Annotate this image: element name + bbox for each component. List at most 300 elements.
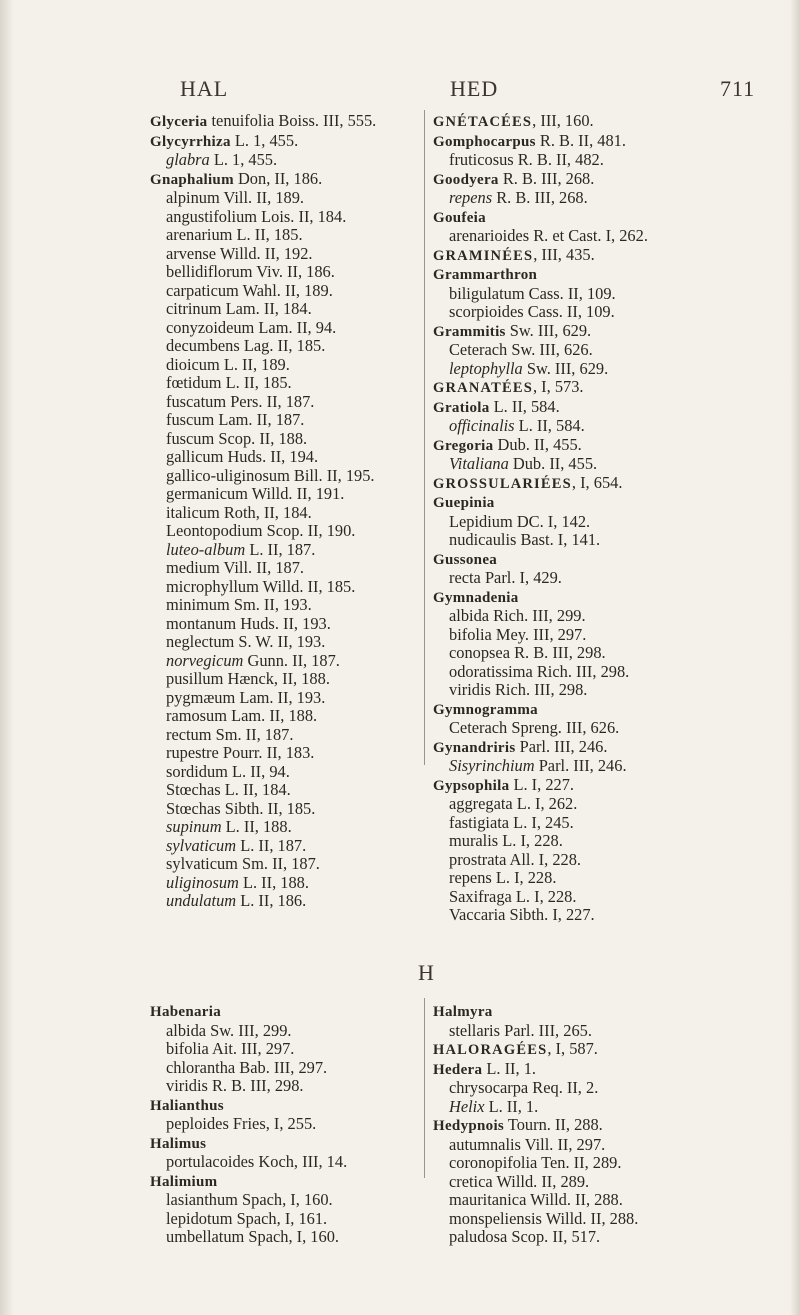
index-entry — [433, 1191, 763, 1210]
entry-reference: Spreng. III, 626. — [507, 718, 620, 737]
entry-reference: Willd. II, 192. — [216, 243, 313, 263]
entry-reference: L. II, 184. — [220, 780, 291, 799]
entry-name: supinum — [166, 817, 222, 836]
index-entry — [150, 1059, 410, 1078]
entry-name: Saxifraga — [449, 886, 512, 906]
entry-name: fuscum — [166, 410, 215, 429]
entry-reference: Dub. II, 455. — [493, 434, 582, 454]
entry-name: Stœchas — [166, 798, 221, 818]
index-column-top-right — [433, 112, 763, 925]
entry-name: fœtidum — [166, 373, 222, 392]
entry-reference: R. B. II, 482. — [513, 150, 604, 169]
entry-reference: Dub. II, 455. — [508, 454, 598, 473]
index-entry — [433, 888, 763, 907]
entry-name: Grammitis — [433, 323, 506, 340]
entry-name: rectum — [166, 724, 212, 744]
index-entry — [150, 319, 400, 338]
index-entry — [150, 1022, 410, 1041]
index-entry — [433, 360, 763, 379]
entry-name: GROSSULARIÉES — [433, 475, 572, 492]
entry-reference: Huds. II, 194. — [223, 447, 319, 466]
entry-reference: Parl. III, 246. — [534, 756, 627, 775]
entry-reference: L. II, 584. — [489, 396, 560, 416]
entry-name: Habenaria — [150, 1004, 222, 1020]
index-entry — [433, 719, 763, 738]
index-entry — [150, 892, 400, 911]
index-entry — [150, 208, 400, 227]
entry-reference: , III, 435. — [533, 244, 595, 264]
entry-reference: L. 1, 455. — [230, 130, 299, 150]
entry-name: gallico-uliginosum — [166, 465, 290, 485]
entry-name: Gratiola — [433, 399, 490, 416]
entry-name: fuscatum — [166, 391, 227, 411]
entry-reference: Lam. II, 193. — [235, 687, 326, 707]
entry-name: Sisyrinchium — [449, 756, 535, 775]
entry-reference: Lam. II, 188. — [227, 706, 318, 725]
index-entry — [433, 569, 763, 588]
entry-name: montanum — [166, 613, 237, 633]
index-entry — [433, 112, 763, 132]
entry-name: repens — [449, 868, 492, 887]
index-entry — [150, 596, 400, 615]
entry-reference: Fries, I, 255. — [228, 1114, 317, 1133]
index-entry — [433, 531, 763, 550]
entry-name: leptophylla — [449, 358, 523, 378]
index-entry — [150, 559, 400, 578]
entry-name: Stœchas — [166, 780, 221, 799]
entry-reference: L. I, 228. — [511, 886, 577, 906]
entry-reference: , I, 573. — [532, 377, 584, 396]
index-entry — [150, 1134, 410, 1154]
entry-reference: L. II, 187. — [236, 835, 307, 855]
index-entry — [150, 245, 400, 264]
entry-name: Lepidium — [449, 511, 513, 531]
entry-name: cretica — [449, 1171, 493, 1191]
index-entry — [150, 726, 400, 745]
index-entry — [433, 738, 763, 758]
entry-name: chrysocarpa — [449, 1078, 529, 1097]
entry-reference: Parl. III, 265. — [499, 1020, 592, 1040]
entry-reference: Parl. I, 429. — [480, 568, 562, 587]
entry-name: Glyceria — [150, 114, 208, 130]
entry-reference: Don, II, 186. — [233, 168, 323, 188]
index-entry — [150, 818, 400, 837]
entry-name: albida — [166, 1020, 207, 1040]
index-entry — [150, 689, 400, 708]
entry-name: undulatum — [166, 891, 237, 910]
entry-reference: , I, 654. — [571, 472, 623, 492]
entry-name: Helix — [449, 1096, 485, 1116]
entry-reference: Sibth. I, 227. — [505, 905, 595, 924]
index-entry — [150, 1191, 410, 1210]
entry-reference: L. II, 185. — [221, 373, 292, 392]
entry-name: scorpioides — [449, 302, 524, 321]
index-entry — [433, 285, 763, 304]
entry-name: germanicum — [166, 484, 248, 503]
entry-reference: Sibth. II, 185. — [220, 798, 316, 818]
index-entry — [433, 1098, 763, 1117]
index-entry — [433, 474, 763, 494]
index-entry — [150, 226, 400, 245]
index-entry — [150, 300, 400, 319]
entry-reference: Cass. II, 109. — [523, 302, 615, 321]
index-entry — [150, 189, 400, 208]
entry-reference: Ten. II, 289. — [537, 1153, 622, 1172]
entry-reference: L. I, 228. — [491, 868, 557, 887]
entry-reference: L. II, 94. — [227, 761, 290, 781]
entry-name: GNÉTACÉES — [433, 114, 533, 130]
entry-reference: Spach, I, 161. — [232, 1208, 328, 1228]
index-entry — [433, 832, 763, 851]
index-entry — [150, 374, 400, 393]
entry-name: bifolia — [166, 1039, 209, 1058]
entry-name: paludosa — [449, 1227, 508, 1246]
entry-reference: Pourr. II, 183. — [218, 743, 315, 762]
entry-name: aggregata — [449, 794, 513, 813]
index-entry — [433, 322, 763, 342]
entry-name: Gregoria — [433, 437, 494, 454]
index-entry — [433, 265, 763, 285]
index-entry — [433, 1136, 763, 1155]
entry-name: medium — [166, 558, 220, 577]
entry-reference: Koch, III, 14. — [254, 1152, 348, 1171]
index-entry — [433, 436, 763, 456]
entry-name: Halimus — [150, 1135, 207, 1152]
entry-reference: R. et Cast. I, 262. — [529, 226, 648, 245]
entry-name: coronopifolia — [449, 1153, 538, 1172]
entry-name: viridis — [166, 1076, 208, 1095]
entry-name: lasianthum — [166, 1190, 238, 1209]
entry-name: GRAMINÉES — [433, 247, 534, 264]
entry-reference: R. B. II, 481. — [535, 130, 626, 150]
entry-reference: Sw. III, 626. — [507, 340, 593, 359]
index-entry — [150, 633, 400, 652]
entry-reference: Mey. III, 297. — [491, 624, 587, 644]
entry-reference: Spach, I, 160. — [244, 1227, 339, 1246]
index-entry — [433, 588, 763, 608]
entry-name: sylvaticum — [166, 835, 237, 855]
index-entry — [150, 541, 400, 560]
index-entry — [433, 644, 763, 663]
index-entry — [433, 776, 763, 796]
entry-name: Hedypnois — [433, 1118, 505, 1134]
index-entry — [150, 781, 400, 800]
entry-name: muralis — [449, 831, 499, 850]
entry-name: nudicaulis — [449, 530, 517, 549]
entry-reference: Sm. II, 187. — [237, 854, 320, 873]
index-entry — [150, 800, 400, 819]
entry-reference: Willd. II, 185. — [258, 576, 356, 596]
entry-name: luteo-album — [166, 539, 246, 559]
entry-reference: DC. I, 142. — [512, 511, 591, 531]
index-entry — [433, 132, 763, 152]
entry-reference: Spach, I, 160. — [237, 1190, 333, 1209]
entry-name: Ceterach — [449, 340, 508, 359]
entry-reference: Willd. II, 288. — [526, 1190, 623, 1209]
entry-name: stellaris — [449, 1020, 500, 1040]
entry-name: Gussonea — [433, 551, 498, 568]
entry-reference: Vill. II, 297. — [520, 1134, 606, 1154]
entry-name: decumbens — [166, 336, 240, 355]
entry-name: microphyllum — [166, 576, 259, 596]
entry-name: fastigiata — [449, 812, 510, 832]
entry-name: Halmyra — [433, 1004, 493, 1020]
entry-reference: L. II, 187. — [245, 539, 316, 559]
index-entry — [433, 493, 763, 513]
index-entry — [433, 700, 763, 720]
entry-name: dioicum — [166, 354, 220, 374]
entry-reference: Bill. II, 195. — [289, 465, 375, 485]
entry-reference: Scop. II, 190. — [262, 521, 356, 540]
index-entry — [433, 1210, 763, 1229]
entry-reference: L. 1, 455. — [209, 150, 278, 169]
entry-name: autumnalis — [449, 1134, 521, 1154]
entry-name: Gynandriris — [433, 739, 516, 756]
index-entry — [150, 578, 400, 597]
entry-reference: S. W. II, 193. — [234, 632, 326, 651]
entry-reference: Sm. II, 193. — [229, 595, 312, 614]
index-entry — [150, 282, 400, 301]
entry-reference: Lois. II, 184. — [257, 206, 347, 226]
index-entry — [150, 151, 400, 170]
index-entry — [433, 851, 763, 870]
index-entry — [150, 1002, 410, 1022]
index-entry — [433, 341, 763, 360]
index-entry — [433, 378, 763, 398]
entry-reference: Lag. II, 185. — [239, 336, 326, 355]
section-letter: H — [418, 960, 434, 985]
entry-reference: L. II, 185. — [232, 225, 303, 244]
entry-name: odoratissima — [449, 661, 533, 681]
index-entry — [150, 874, 400, 893]
entry-reference: L. II, 1. — [484, 1096, 539, 1116]
index-entry — [150, 763, 400, 782]
entry-name: chlorantha — [166, 1057, 236, 1077]
entry-reference: tenuifolia Boiss. III, 555. — [207, 111, 377, 130]
entry-name: Vitaliana — [449, 454, 509, 473]
entry-reference: L. I, 245. — [509, 812, 574, 832]
entry-name: sordidum — [166, 761, 228, 781]
entry-reference: All. I, 228. — [506, 849, 582, 869]
index-entry — [150, 615, 400, 634]
index-entry — [433, 1022, 763, 1041]
index-entry — [433, 757, 763, 776]
index-entry — [433, 513, 763, 532]
entry-reference: Vill. II, 187. — [219, 558, 305, 577]
entry-name: monspeliensis — [449, 1208, 542, 1228]
entry-name: biligulatum — [449, 283, 525, 303]
entry-name: neglectum — [166, 632, 235, 651]
entry-reference: Rich. III, 299. — [489, 606, 586, 625]
index-entry — [150, 337, 400, 356]
index-entry — [433, 626, 763, 645]
entry-name: Hedera — [433, 1061, 483, 1078]
entry-name: Leontopodium — [166, 521, 263, 540]
entry-name: arvense — [166, 243, 217, 263]
entry-reference: Willd. II, 191. — [247, 484, 345, 503]
entry-reference: L. II, 584. — [514, 416, 585, 435]
entry-name: citrinum — [166, 299, 222, 318]
entry-name: Vaccaria — [449, 905, 506, 924]
entry-name: peploides — [166, 1114, 229, 1133]
index-entry — [150, 1228, 410, 1247]
entry-reference: Hænck, II, 188. — [223, 669, 330, 688]
index-entry — [150, 707, 400, 726]
index-entry — [433, 1040, 763, 1060]
entry-name: Gypsophila — [433, 777, 510, 794]
entry-name: rupestre — [166, 743, 219, 762]
entry-reference: L. II, 189. — [219, 354, 290, 374]
index-entry — [433, 663, 763, 682]
entry-reference: Bast. I, 141. — [516, 530, 601, 549]
index-entry — [433, 151, 763, 170]
index-entry — [150, 744, 400, 763]
index-entry — [433, 1173, 763, 1192]
entry-reference: L. I, 262. — [512, 794, 578, 813]
index-entry — [433, 417, 763, 436]
entry-reference: Lam. II, 184. — [221, 299, 312, 318]
index-entry — [433, 246, 763, 266]
entry-name: norvegicum — [166, 650, 244, 670]
entry-name: conopsea — [449, 643, 510, 662]
index-entry — [150, 411, 400, 430]
entry-name: conyzoideum — [166, 317, 255, 337]
index-entry — [150, 112, 400, 132]
entry-name: prostrata — [449, 849, 507, 869]
entry-reference: Huds. II, 193. — [236, 613, 331, 633]
entry-reference: R. B. III, 268. — [498, 168, 595, 188]
entry-reference: Tourn. II, 288. — [504, 1115, 603, 1134]
index-entry — [150, 1040, 410, 1059]
entry-reference: L. II, 188. — [238, 872, 309, 892]
index-entry — [150, 170, 400, 190]
entry-name: albida — [449, 606, 490, 625]
entry-reference: Willd. II, 288. — [541, 1208, 639, 1228]
entry-reference: L. II, 186. — [236, 891, 307, 910]
running-head-left: HAL — [180, 76, 229, 101]
entry-reference: Parl. III, 246. — [515, 736, 608, 756]
index-entry — [150, 1096, 410, 1116]
entry-reference: Scop. II, 517. — [507, 1227, 601, 1246]
index-entry — [433, 1228, 763, 1247]
index-entry — [150, 430, 400, 449]
entry-reference: Sw. III, 299. — [206, 1020, 292, 1040]
entry-name: Gomphocarpus — [433, 133, 536, 150]
entry-reference: Req. II, 2. — [528, 1078, 599, 1097]
index-entry — [150, 837, 400, 856]
index-entry — [433, 227, 763, 246]
index-entry — [150, 1153, 410, 1172]
index-entry — [433, 455, 763, 474]
index-entry — [150, 855, 400, 874]
entry-name: carpaticum — [166, 280, 239, 300]
entry-reference: Willd. II, 289. — [492, 1171, 590, 1191]
entry-name: viridis — [449, 680, 491, 699]
entry-name: ramosum — [166, 706, 228, 725]
entry-name: Halimium — [150, 1173, 218, 1190]
entry-reference: L. II, 188. — [221, 817, 292, 836]
entry-reference: Sw. III, 629. — [505, 320, 592, 340]
index-entry — [150, 356, 400, 375]
entry-reference: Sm. II, 187. — [211, 724, 294, 744]
entry-name: pygmæum — [166, 687, 236, 707]
index-entry — [433, 1116, 763, 1136]
entry-name: lepidotum — [166, 1208, 233, 1228]
entry-name: glabra — [166, 150, 210, 169]
index-entry — [433, 1002, 763, 1022]
index-entry — [150, 670, 400, 689]
index-entry — [433, 398, 763, 418]
entry-name: Glycyrrhiza — [150, 133, 231, 150]
index-entry — [150, 467, 400, 486]
entry-name: Halianthus — [150, 1097, 224, 1114]
index-entry — [433, 303, 763, 322]
entry-reference: Vill. II, 189. — [219, 188, 305, 207]
entry-reference: R. B. III, 298. — [510, 643, 606, 662]
entry-name: fruticosus — [449, 150, 514, 169]
column-rule-top — [424, 110, 425, 765]
entry-name: portulacoides — [166, 1152, 255, 1171]
entry-name: italicum — [166, 502, 220, 522]
entry-name: bifolia — [449, 624, 492, 644]
entry-reference: Cass. II, 109. — [524, 283, 616, 303]
entry-reference: R. B. III, 268. — [492, 188, 588, 207]
index-entry — [150, 522, 400, 541]
entry-name: gallicum — [166, 447, 224, 466]
index-entry — [433, 607, 763, 626]
entry-name: bellidiflorum — [166, 262, 253, 281]
entry-reference: Scop. II, 188. — [214, 428, 308, 448]
entry-name: fuscum — [166, 428, 215, 448]
entry-name: HALORAGÉES — [433, 1042, 548, 1058]
index-entry — [433, 906, 763, 925]
index-entry — [150, 504, 400, 523]
entry-name: Goufeia — [433, 209, 486, 226]
entry-reference: Rich. III, 298. — [490, 680, 588, 699]
entry-reference: R. B. III, 298. — [207, 1076, 304, 1095]
index-entry — [150, 485, 400, 504]
index-entry — [150, 1077, 410, 1096]
entry-reference: Wahl. II, 189. — [238, 280, 333, 300]
entry-name: angustifolium — [166, 206, 258, 226]
entry-name: Goodyera — [433, 171, 499, 188]
index-column-top-left — [150, 112, 400, 911]
entry-name: recta — [449, 568, 481, 587]
index-entry — [433, 814, 763, 833]
index-column-bottom-left — [150, 1002, 410, 1247]
column-rule-bottom — [424, 998, 425, 1178]
entry-name: mauritanica — [449, 1190, 527, 1209]
entry-name: umbellatum — [166, 1227, 245, 1246]
index-entry — [150, 263, 400, 282]
page-spine-shadow — [0, 0, 14, 1315]
index-entry — [433, 795, 763, 814]
index-entry — [433, 1079, 763, 1098]
page-edge-shadow — [790, 0, 800, 1315]
entry-name: GRANATÉES — [433, 380, 533, 396]
entry-reference: L. I, 228. — [498, 831, 563, 850]
index-entry — [433, 869, 763, 888]
index-entry — [433, 170, 763, 190]
page-number: 711 — [720, 76, 756, 101]
entry-reference: L. II, 1. — [482, 1058, 537, 1078]
entry-reference: Lam. II, 187. — [214, 410, 305, 429]
entry-reference: , I, 587. — [547, 1039, 598, 1058]
running-head-middle: HED — [450, 76, 499, 101]
index-entry — [150, 132, 400, 152]
index-entry — [433, 681, 763, 700]
entry-reference: Lam. II, 94. — [254, 317, 337, 337]
